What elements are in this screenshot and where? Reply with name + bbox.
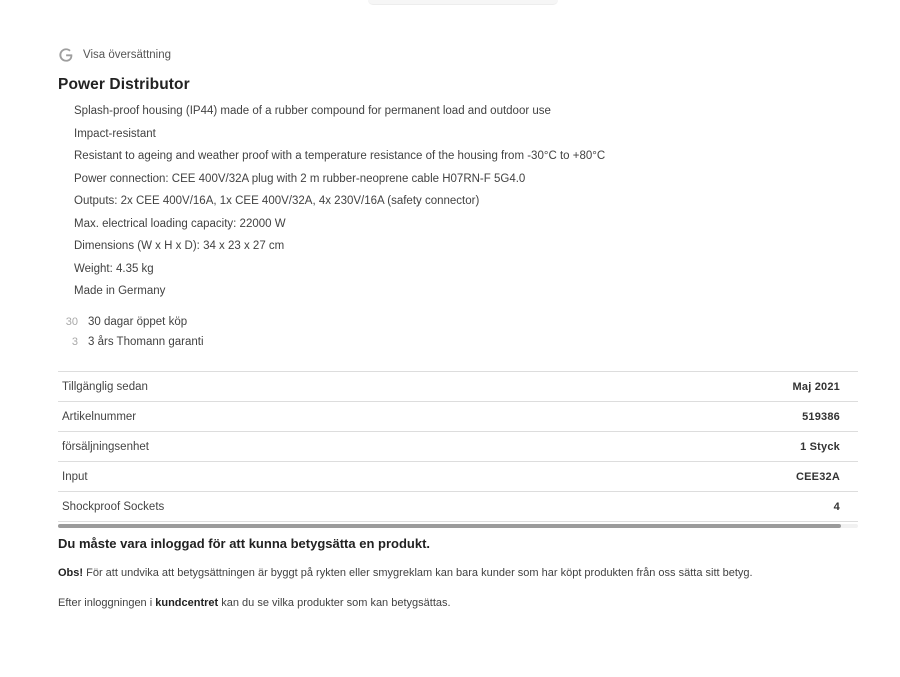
translate-button[interactable] (58, 47, 171, 63)
feature-item: Impact-resistant (74, 127, 156, 140)
rating-login-heading: Du måste vara inloggad för att kunna betygsätta en produkt. (58, 536, 431, 551)
spec-value: Maj 2021 (553, 372, 858, 402)
horizontal-scrollbar-thumb[interactable] (58, 524, 841, 528)
feature-item: Outputs: 2x CEE 400V/16A, 1x CEE 400V/32A, 4x 230V/16A (safety connector) (74, 195, 480, 207)
table-row (58, 432, 858, 462)
spec-value: 1 Styck (553, 432, 858, 462)
rating-login-info (58, 597, 451, 609)
google-g-icon (58, 47, 74, 63)
benefit-label: 30 dagar öppet köp (88, 316, 188, 328)
table-row (58, 402, 858, 432)
table-row (58, 462, 858, 492)
30-days-icon: 30 (65, 316, 78, 328)
benefit-warranty (58, 332, 204, 352)
feature-item: Resistant to ageing and weather proof with a temperature resistance of the housing from -30°C to +80°C (74, 150, 606, 162)
table-row (58, 372, 858, 402)
horizontal-scrollbar-track[interactable] (58, 524, 858, 528)
spec-value: CEE32A (553, 462, 858, 492)
benefits-list (58, 312, 204, 352)
specs-table (58, 371, 858, 522)
spec-value: 4 (553, 492, 858, 522)
benefit-label: 3 års Thomann garanti (88, 336, 204, 348)
feature-item: Splash-proof housing (IP44) made of a rubber compound for permanent load and outdoor use (74, 105, 551, 117)
customer-center-emphasis: kundcentret (155, 597, 219, 609)
feature-item: Max. electrical loading capacity: 22000 W (74, 217, 286, 230)
spec-label: Shockproof Sockets (58, 492, 553, 522)
spec-label: Tillgänglig sedan (58, 372, 553, 402)
feature-item: Made in Germany (74, 285, 166, 297)
feature-item: Weight: 4.35 kg (74, 262, 154, 275)
spec-label: Input (58, 462, 553, 492)
login-info-suffix: kan du se vilka produkter som kan betygsättas. (218, 597, 451, 609)
spec-value: 519386 (553, 402, 858, 432)
clipped-top-element (368, 0, 558, 5)
spec-label: försäljningsenhet (58, 432, 553, 462)
feature-list (74, 100, 605, 303)
spec-label: Artikelnummer (58, 402, 553, 432)
rating-note (58, 567, 753, 579)
feature-item: Power connection: CEE 400V/32A plug with 2 m rubber-neoprene cable H07RN-F 5G4.0 (74, 172, 526, 185)
rating-note-text: För att undvika att betygsättningen är byggt på rykten eller smygreklam kan bara kunder som har köpt produkten från oss sätta sitt betyg. (83, 567, 753, 579)
3-years-icon: 3 (71, 336, 78, 348)
feature-item: Dimensions (W x H x D): 34 x 23 x 27 cm (74, 240, 285, 252)
rating-note-emphasis: Obs! (58, 567, 84, 579)
translate-label: Visa översättning (83, 49, 172, 61)
page-title: Power Distributor (58, 76, 190, 93)
login-info-prefix: Efter inloggningen i (58, 597, 156, 609)
benefit-money-back (58, 312, 204, 332)
table-row (58, 492, 858, 522)
